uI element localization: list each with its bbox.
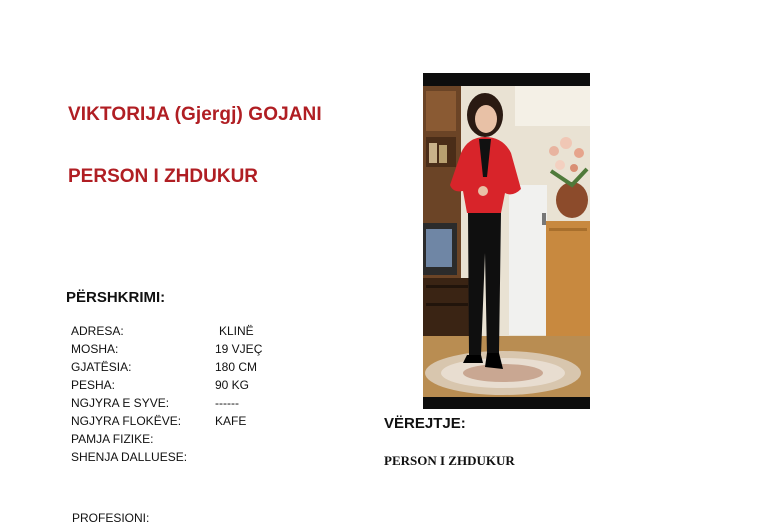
detail-row-height xyxy=(71,358,371,376)
description-details xyxy=(71,322,371,466)
person-photo-illustration xyxy=(423,73,590,409)
detail-label: ADRESA: xyxy=(71,324,124,338)
detail-value: ------ xyxy=(215,396,239,410)
detail-value: 180 CM xyxy=(215,360,258,374)
detail-label: PESHA: xyxy=(71,378,116,392)
description-heading: PËRSHKRIMI: xyxy=(66,289,166,306)
detail-row-eye-color xyxy=(71,394,371,412)
detail-label: NGJYRA E SYVE: xyxy=(71,396,170,410)
person-photo xyxy=(423,73,590,409)
detail-row-appearance xyxy=(71,430,371,448)
detail-value: KAFE xyxy=(215,414,247,428)
missing-person-name: VIKTORIJA (Gjergj) GOJANI xyxy=(68,104,322,125)
detail-value: 19 VJEÇ xyxy=(215,342,263,356)
profession-label: PROFESIONI: xyxy=(72,511,150,525)
detail-label: GJATËSIA: xyxy=(71,360,132,374)
detail-row-address xyxy=(71,322,371,340)
detail-row-hair-color xyxy=(71,412,371,430)
detail-row-weight xyxy=(71,376,371,394)
missing-person-status: PERSON I ZHDUKUR xyxy=(68,166,259,187)
detail-row-age xyxy=(71,340,371,358)
detail-value: 90 KG xyxy=(215,378,250,392)
detail-value: KLINË xyxy=(219,324,254,338)
detail-label: MOSHA: xyxy=(71,342,119,356)
detail-label: NGJYRA FLOKËVE: xyxy=(71,414,182,428)
remarks-text: PERSON I ZHDUKUR xyxy=(384,453,515,468)
remarks-heading: VËREJTJE: xyxy=(384,415,466,432)
detail-label: PAMJA FIZIKE: xyxy=(71,432,154,446)
detail-row-distinguishing-marks xyxy=(71,448,371,466)
detail-label: SHENJA DALLUESE: xyxy=(71,450,188,464)
